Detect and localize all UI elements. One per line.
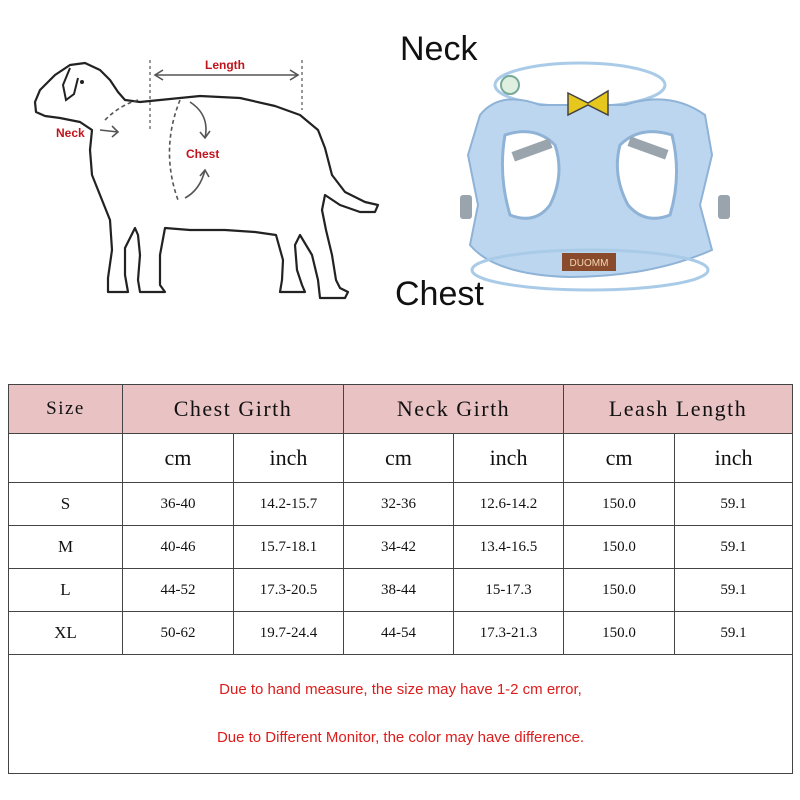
chest-girth-header: Chest Girth bbox=[123, 385, 344, 434]
chest-label: Chest bbox=[186, 147, 220, 161]
unit-cell: inch bbox=[454, 434, 564, 483]
table-cell: 150.0 bbox=[564, 569, 675, 612]
size-cell: M bbox=[9, 526, 123, 569]
table-cell: 59.1 bbox=[675, 526, 793, 569]
side-buckle-right bbox=[718, 195, 730, 219]
table-cell: 44-54 bbox=[344, 612, 454, 655]
table-cell: 19.7-24.4 bbox=[234, 612, 344, 655]
table-cell: 12.6-14.2 bbox=[454, 483, 564, 526]
table-cell: 34-42 bbox=[344, 526, 454, 569]
table-cell: 44-52 bbox=[123, 569, 234, 612]
table-cell: 17.3-21.3 bbox=[454, 612, 564, 655]
unit-row bbox=[9, 434, 793, 483]
unit-cell-empty bbox=[9, 434, 123, 483]
size-header: Size bbox=[9, 385, 123, 434]
neck-arrow bbox=[100, 126, 118, 137]
table-header-row bbox=[9, 385, 793, 434]
table-cell: 38-44 bbox=[344, 569, 454, 612]
table-cell: 14.2-15.7 bbox=[234, 483, 344, 526]
table-row bbox=[9, 483, 793, 526]
table-cell: 40-46 bbox=[123, 526, 234, 569]
unit-cell: cm bbox=[344, 434, 454, 483]
chest-arrow-lower bbox=[185, 170, 209, 198]
table-row bbox=[9, 526, 793, 569]
table-row bbox=[9, 569, 793, 612]
table-cell: 150.0 bbox=[564, 526, 675, 569]
notes-cell bbox=[9, 655, 793, 774]
dog-eye bbox=[80, 80, 84, 84]
size-cell: L bbox=[9, 569, 123, 612]
table-cell: 150.0 bbox=[564, 483, 675, 526]
table-cell: 59.1 bbox=[675, 483, 793, 526]
table-cell: 59.1 bbox=[675, 569, 793, 612]
color-difference-note: Due to Different Monitor, the color may have difference. bbox=[216, 729, 585, 746]
table-cell: 13.4-16.5 bbox=[454, 526, 564, 569]
unit-cell: inch bbox=[675, 434, 793, 483]
leash-length-header: Leash Length bbox=[564, 385, 793, 434]
chest-arrow bbox=[190, 102, 210, 138]
neck-label: Neck bbox=[56, 126, 85, 140]
dog-measurement-diagram bbox=[0, 30, 400, 360]
unit-cell: cm bbox=[564, 434, 675, 483]
size-cell: XL bbox=[9, 612, 123, 655]
notes-row bbox=[9, 655, 793, 774]
table-cell: 59.1 bbox=[675, 612, 793, 655]
measure-error-note: Due to hand measure, the size may have 1-2 cm error, bbox=[219, 681, 582, 698]
chest-measure-line bbox=[169, 100, 180, 200]
unit-cell: cm bbox=[123, 434, 234, 483]
table-cell: 150.0 bbox=[564, 612, 675, 655]
length-label: Length bbox=[205, 58, 245, 72]
size-chart-table bbox=[8, 384, 793, 774]
d-ring bbox=[501, 76, 519, 94]
neck-girth-header: Neck Girth bbox=[344, 385, 564, 434]
table-cell: 15-17.3 bbox=[454, 569, 564, 612]
unit-cell: inch bbox=[234, 434, 344, 483]
table-cell: 50-62 bbox=[123, 612, 234, 655]
table-cell: 36-40 bbox=[123, 483, 234, 526]
size-cell: S bbox=[9, 483, 123, 526]
harness-neck-label: Neck bbox=[400, 30, 478, 68]
product-figure bbox=[0, 0, 800, 370]
dog-outline bbox=[35, 63, 378, 298]
neck-measure-line bbox=[105, 100, 138, 120]
dog-ear bbox=[63, 68, 78, 100]
table-cell: 17.3-20.5 bbox=[234, 569, 344, 612]
table-cell: 32-36 bbox=[344, 483, 454, 526]
table-cell: 15.7-18.1 bbox=[234, 526, 344, 569]
harness-illustration bbox=[450, 45, 750, 315]
brand-tag: DUOMM bbox=[569, 258, 609, 269]
harness-chest-label: Chest bbox=[395, 275, 484, 313]
side-buckle-left bbox=[460, 195, 472, 219]
table-row bbox=[9, 612, 793, 655]
